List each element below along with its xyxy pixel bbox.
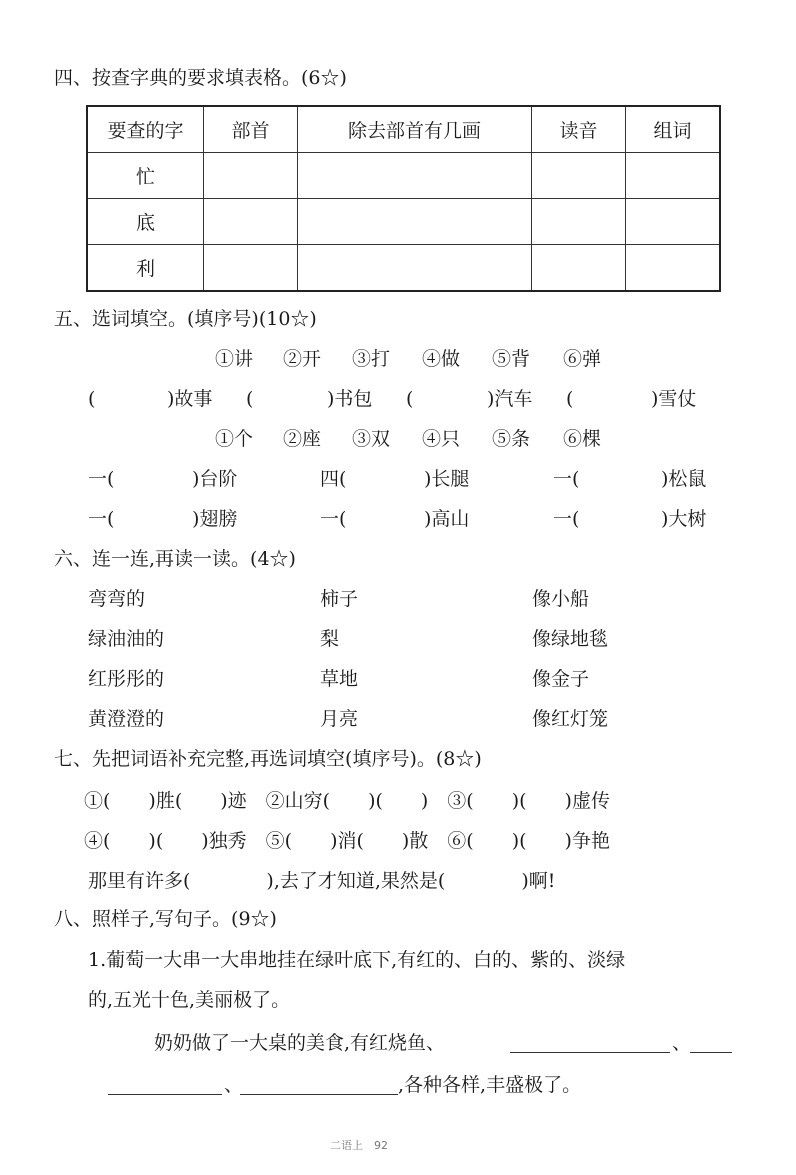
- table-header-row: [87, 106, 720, 153]
- measure-option: ⑥棵: [563, 428, 602, 450]
- table-header: 组词: [626, 106, 721, 153]
- match-left-item[interactable]: 红彤彤的: [88, 668, 165, 690]
- idiom-line[interactable]: ④( )( )独秀 ⑤( )消( )散 ⑥( )( )争艳: [84, 830, 610, 852]
- page-footer: 二语上 92: [330, 1139, 388, 1152]
- answer-line[interactable]: [510, 1052, 670, 1053]
- table-header: 部首: [204, 106, 298, 153]
- verb-option: ②开: [283, 348, 322, 370]
- answer-blank[interactable]: [575, 392, 651, 410]
- measure-pre: 一(: [553, 468, 580, 490]
- table-cell-input[interactable]: [626, 153, 721, 199]
- fill-phrase: )汽车: [487, 388, 533, 410]
- measure-post: )台阶: [192, 468, 238, 490]
- open-paren: (: [246, 388, 254, 410]
- section7-title: 七、先把词语补充完整,再选词填空(填序号)。(8☆): [54, 748, 482, 770]
- table-cell-input[interactable]: [626, 245, 721, 292]
- match-middle-item[interactable]: 草地: [320, 668, 359, 690]
- open-paren: (: [406, 388, 414, 410]
- answer-blank[interactable]: [350, 512, 422, 530]
- match-right-item[interactable]: 像小船: [532, 588, 590, 610]
- table-cell-input[interactable]: [298, 153, 532, 199]
- measure-pre: 一(: [88, 468, 115, 490]
- measure-option: ⑤条: [492, 428, 531, 450]
- verb-option: ①讲: [215, 348, 254, 370]
- match-right-item[interactable]: 像金子: [532, 668, 590, 690]
- table-cell-input[interactable]: [532, 153, 626, 199]
- answer-blank[interactable]: [118, 512, 190, 530]
- measure-pre: 一(: [553, 508, 580, 530]
- answer-blank[interactable]: [415, 392, 487, 410]
- answer-blank[interactable]: [97, 392, 167, 410]
- fill-phrase: )雪仗: [651, 388, 697, 410]
- table-row: [87, 245, 720, 292]
- table-header: 要查的字: [87, 106, 204, 153]
- measure-post: )松鼠: [661, 468, 707, 490]
- measure-pre: 一(: [88, 508, 115, 530]
- task-sentence-end: ,各种各样,丰盛极了。: [398, 1074, 582, 1096]
- measure-pre: 一(: [320, 508, 347, 530]
- open-paren: (: [566, 388, 574, 410]
- match-middle-item[interactable]: 柿子: [320, 588, 359, 610]
- answer-line[interactable]: [690, 1052, 732, 1053]
- answer-blank[interactable]: [255, 392, 327, 410]
- table-cell-input[interactable]: [626, 199, 721, 245]
- verb-option: ⑥弹: [563, 348, 602, 370]
- task-separator: 、: [224, 1074, 244, 1096]
- measure-post: )大树: [661, 508, 707, 530]
- table-cell-input[interactable]: [298, 245, 532, 292]
- dictionary-table: [86, 105, 721, 292]
- answer-line[interactable]: [240, 1094, 398, 1095]
- match-right-item[interactable]: 像绿地毯: [532, 628, 609, 650]
- match-left-item[interactable]: 弯弯的: [88, 588, 146, 610]
- table-cell-input[interactable]: [204, 245, 298, 292]
- answer-blank[interactable]: [350, 472, 422, 490]
- table-cell-input[interactable]: [298, 199, 532, 245]
- fill-sentence[interactable]: 那里有许多( ),去了才知道,果然是( )啊!: [88, 870, 556, 892]
- answer-blank[interactable]: [583, 472, 659, 490]
- open-paren: (: [88, 388, 96, 410]
- measure-post: )高山: [424, 508, 470, 530]
- measure-option: ④只: [422, 428, 461, 450]
- verb-option: ④做: [422, 348, 461, 370]
- verb-option: ⑤背: [492, 348, 531, 370]
- fill-phrase: )故事: [167, 388, 213, 410]
- measure-option: ①个: [215, 428, 254, 450]
- match-left-item[interactable]: 绿油油的: [88, 628, 165, 650]
- task-sentence-start: 奶奶做了一大桌的美食,有红烧鱼、: [154, 1032, 446, 1054]
- match-middle-item[interactable]: 梨: [320, 628, 340, 650]
- section5-title: 五、选词填空。(填序号)(10☆): [54, 308, 317, 330]
- table-cell-input[interactable]: [532, 199, 626, 245]
- table-row: [87, 153, 720, 199]
- answer-blank[interactable]: [583, 512, 659, 530]
- table-cell-char: 底: [87, 199, 204, 245]
- section4-title: 四、按查字典的要求填表格。(6☆): [54, 67, 347, 89]
- idiom-line[interactable]: ①( )胜( )迹 ②山穷( )( ) ③( )( )虚传: [84, 790, 610, 812]
- table-cell-input[interactable]: [204, 153, 298, 199]
- table-cell-input[interactable]: [204, 199, 298, 245]
- fill-phrase: )书包: [327, 388, 373, 410]
- example-sentence: 1.葡萄一大串一大串地挂在绿叶底下,有红的、白的、紫的、淡绿: [88, 949, 626, 971]
- table-cell-char: 忙: [87, 153, 204, 199]
- measure-post: )翅膀: [192, 508, 238, 530]
- answer-line[interactable]: [108, 1094, 222, 1095]
- example-sentence: 的,五光十色,美丽极了。: [88, 989, 291, 1011]
- match-right-item[interactable]: 像红灯笼: [532, 708, 609, 730]
- table-header: 除去部首有几画: [298, 106, 532, 153]
- table-row: [87, 199, 720, 245]
- match-left-item[interactable]: 黄澄澄的: [88, 708, 165, 730]
- measure-pre: 四(: [320, 468, 347, 490]
- task-separator: 、: [672, 1032, 692, 1054]
- measure-option: ②座: [283, 428, 322, 450]
- verb-option: ③打: [352, 348, 391, 370]
- table-cell-char: 利: [87, 245, 204, 292]
- measure-option: ③双: [352, 428, 391, 450]
- answer-blank[interactable]: [118, 472, 190, 490]
- table-cell-input[interactable]: [532, 245, 626, 292]
- section8-title: 八、照样子,写句子。(9☆): [54, 908, 277, 930]
- match-middle-item[interactable]: 月亮: [320, 708, 359, 730]
- measure-post: )长腿: [424, 468, 470, 490]
- table-header: 读音: [532, 106, 626, 153]
- section6-title: 六、连一连,再读一读。(4☆): [54, 548, 296, 570]
